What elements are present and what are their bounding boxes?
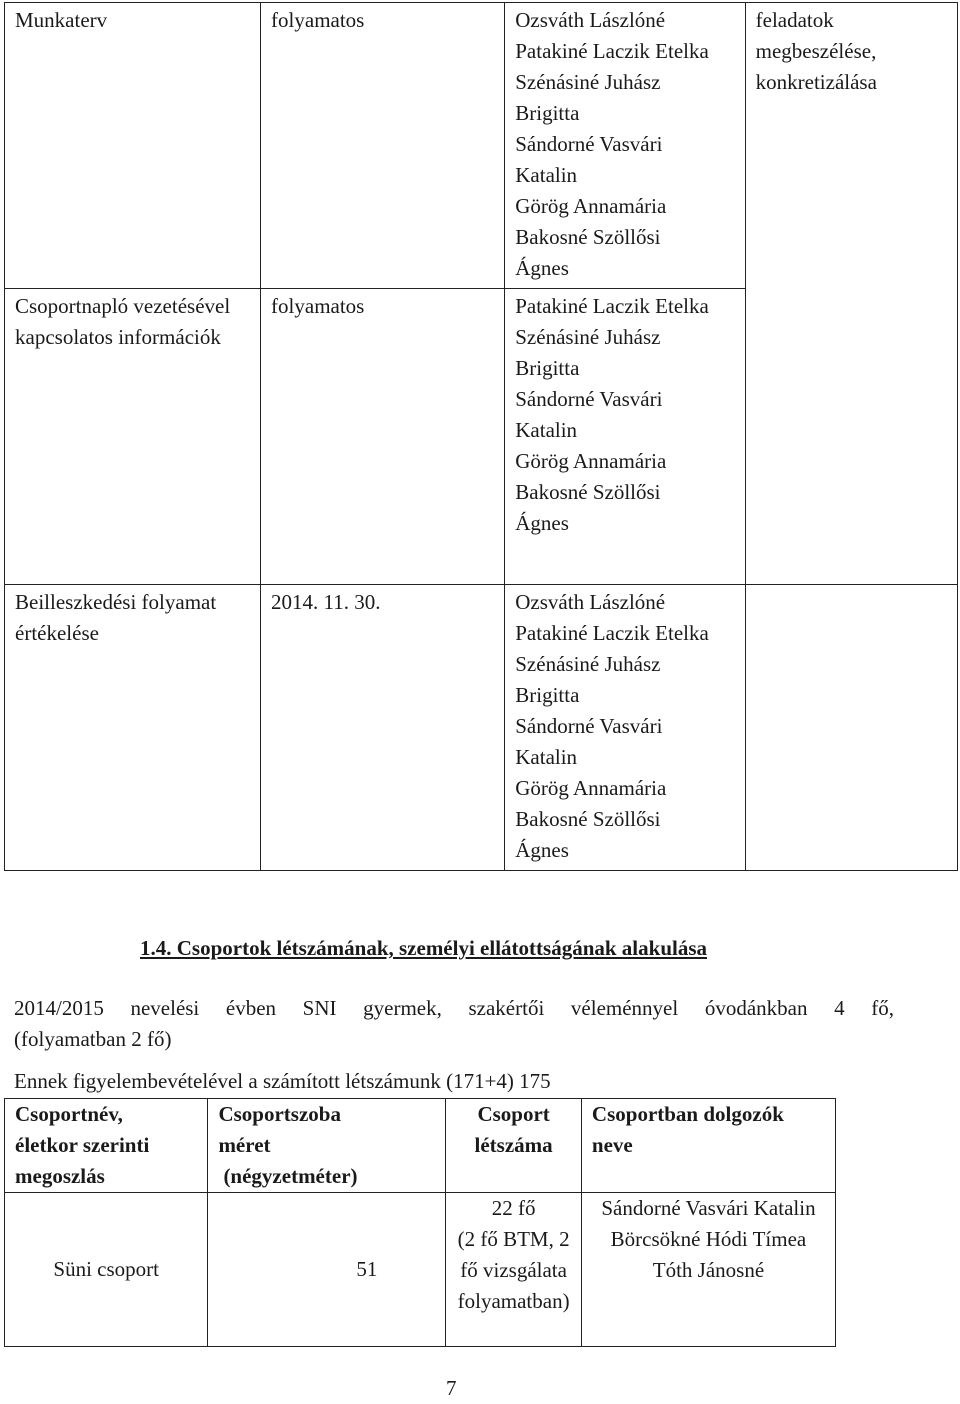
table-row: [5, 1193, 836, 1347]
sni-paragraph: [14, 993, 894, 1055]
room-size-cell: [208, 1193, 446, 1347]
responsible-line: Szénásiné Juhász: [515, 652, 661, 676]
table-row: [5, 585, 958, 871]
staff-name: Börcsökné Hódi Tímea: [610, 1227, 807, 1251]
group-size-cell: [446, 1193, 582, 1347]
note-cell: [745, 585, 957, 871]
responsible-line: Bakosné Szöllősi: [515, 225, 661, 249]
size-line: fő vizsgálata: [460, 1258, 567, 1282]
responsible-line: Ozsváth Lászlóné: [515, 590, 666, 614]
topic-cell: [5, 585, 261, 871]
when-cell: [261, 585, 505, 871]
header-group-name: [5, 1099, 208, 1193]
size-line: (2 fő BTM, 2: [457, 1227, 570, 1251]
topic-line: értékelése: [15, 621, 99, 645]
headcount-paragraph: Ennek figyelembevételével a számított létszámunk (171+4) 175: [14, 1069, 551, 1093]
responsible-line: Patakiné Laczik Etelka: [515, 39, 709, 63]
paragraph-line: (folyamatban 2 fő): [14, 1027, 172, 1051]
header-line: életkor szerinti: [15, 1133, 150, 1157]
responsible-line: Ozsváth Lászlóné: [515, 8, 666, 32]
topic-cell: [5, 289, 261, 585]
header-line: Csoportban dolgozók: [591, 1102, 784, 1126]
responsible-line: Bakosné Szöllősi: [515, 480, 661, 504]
header-line: Csoportnév,: [15, 1102, 123, 1126]
responsible-line: Brigitta: [515, 683, 580, 707]
responsible-line: Brigitta: [515, 101, 580, 125]
header-line: Csoportszoba: [218, 1102, 341, 1126]
size-line: 22 fő: [491, 1196, 536, 1220]
staff-name: Tóth Jánosné: [652, 1258, 765, 1282]
responsible-cell: [505, 3, 745, 289]
group-name-cell: [5, 1193, 208, 1347]
note-line: megbeszélése,: [755, 39, 877, 63]
table-header-row: [5, 1099, 836, 1193]
note-line: feladatok: [755, 8, 834, 32]
responsible-line: Görög Annamária: [515, 449, 667, 473]
when-text: folyamatos: [271, 8, 365, 32]
responsible-line: Katalin: [515, 163, 578, 187]
page-number: 7: [446, 1376, 457, 1400]
responsible-line: Ágnes: [515, 838, 569, 862]
responsible-line: Patakiné Laczik Etelka: [515, 621, 709, 645]
note-cell: [745, 289, 957, 585]
responsible-line: Patakiné Laczik Etelka: [515, 294, 709, 318]
table-row: [5, 3, 958, 289]
section-heading: 1.4. Csoportok létszámának, személyi ellátottságának alakulása: [140, 936, 707, 960]
header-line: létszáma: [474, 1133, 553, 1157]
responsible-line: Sándorné Vasvári: [515, 387, 663, 411]
responsible-line: Bakosné Szöllősi: [515, 807, 661, 831]
note-cell: [745, 3, 957, 289]
responsible-line: Szénásiné Juhász: [515, 70, 661, 94]
responsible-line: Katalin: [515, 745, 578, 769]
when-text: folyamatos: [271, 294, 365, 318]
table-row: [5, 289, 958, 585]
topic-line: Csoportnapló vezetésével: [15, 294, 231, 318]
header-line: (négyzetméter): [223, 1164, 358, 1188]
paragraph-line: 2014/2015 nevelési évben SNI gyermek, szakértői véleménnyel óvodánkban 4 fő,: [14, 996, 894, 1020]
responsible-cell: [505, 585, 745, 871]
groups-table: [4, 1098, 836, 1347]
header-staff: [581, 1099, 835, 1193]
header-room-size: [208, 1099, 446, 1193]
responsible-line: Brigitta: [515, 356, 580, 380]
topic-line: Beilleszkedési folyamat: [15, 590, 217, 614]
when-cell: [261, 289, 505, 585]
size-line: folyamatban): [457, 1289, 570, 1313]
responsible-line: Sándorné Vasvári: [515, 714, 663, 738]
note-line: konkretizálása: [755, 70, 877, 94]
responsible-line: Ágnes: [515, 511, 569, 535]
topic-cell: [5, 3, 261, 289]
header-line: Csoport: [477, 1102, 550, 1126]
staff-cell: [581, 1193, 835, 1347]
responsible-line: Ágnes: [515, 256, 569, 280]
responsible-cell: [505, 289, 745, 585]
responsible-line: Sándorné Vasvári: [515, 132, 663, 156]
responsible-line: Görög Annamária: [515, 194, 667, 218]
when-text: 2014. 11. 30.: [271, 590, 381, 614]
meeting-plan-table: [4, 2, 958, 871]
staff-name: Sándorné Vasvári Katalin: [601, 1196, 816, 1220]
header-line: neve: [591, 1133, 633, 1157]
topic-line: kapcsolatos információk: [15, 325, 221, 349]
responsible-line: Katalin: [515, 418, 578, 442]
group-name: Süni csoport: [53, 1257, 160, 1281]
header-group-size: [446, 1099, 582, 1193]
room-size: 51: [356, 1257, 378, 1281]
when-cell: [261, 3, 505, 289]
responsible-line: Görög Annamária: [515, 776, 667, 800]
header-line: megoszlás: [15, 1164, 105, 1188]
header-line: méret: [218, 1133, 271, 1157]
responsible-line: Szénásiné Juhász: [515, 325, 661, 349]
topic-text: Munkaterv: [15, 8, 108, 32]
